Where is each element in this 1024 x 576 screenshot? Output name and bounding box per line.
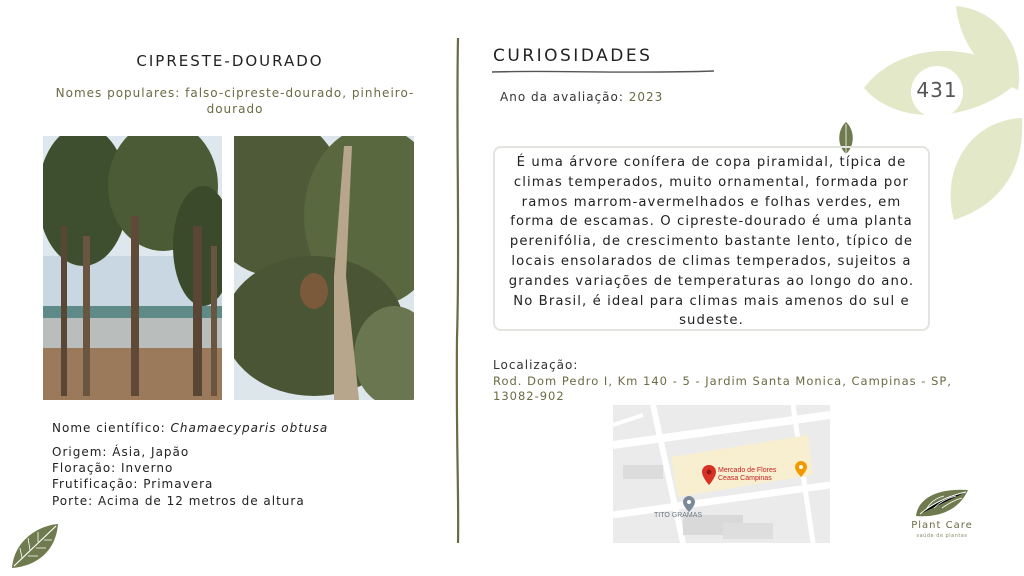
vertical-divider [455, 38, 461, 543]
scientific-name: Chamaecyparis obtusa [170, 421, 329, 435]
tree-photo-row [43, 136, 222, 400]
size: Porte: Acima de 12 metros de altura [52, 494, 305, 508]
location-label: Localização: [493, 358, 579, 372]
map-place-label[interactable] [718, 467, 776, 483]
map-pin-icon[interactable] [702, 465, 716, 485]
year-value: 2023 [628, 90, 664, 104]
plant-title: CIPRESTE-DOURADO [136, 52, 324, 70]
location-address: Rod. Dom Pedro I, Km 140 - 5 - Jardim Santa Monica, Campinas - SP, 13082-902 [493, 374, 952, 403]
brand-name: Plant Care [911, 520, 973, 531]
map-place-line1: Mercado de Flores [718, 467, 777, 474]
evaluation-year-line [500, 90, 663, 104]
food-pin-icon[interactable] [795, 461, 807, 477]
brand-tagline: saúde de plantas [916, 533, 968, 539]
map-place-line2: Ceasa Campinas [718, 475, 772, 482]
page-number: 431 [916, 78, 958, 102]
scientific-name-line [52, 421, 328, 435]
map-poi-label[interactable]: TITO GRAMAS [654, 512, 703, 519]
year-label: Ano da avaliação: [500, 90, 629, 104]
origin: Origem: Ásia, Japão [52, 445, 190, 459]
title-underline [492, 68, 714, 76]
brand-logo-icon [912, 486, 970, 520]
leaf-icon [8, 522, 60, 570]
popular-names: Nomes populares: falso-cipreste-dourado, pinheiro-dourado [55, 86, 415, 116]
fruiting: Frutificação: Primavera [52, 477, 214, 491]
scientific-label: Nome científico: [52, 421, 171, 435]
trunk-photo [234, 136, 414, 400]
flowering: Floração: Inverno [52, 461, 174, 475]
poi-pin-icon[interactable] [683, 496, 695, 512]
curiosities-title: CURIOSIDADES [493, 46, 653, 66]
curiosities-description: É uma árvore conífera de copa piramidal, típica de climas temperados, muito ornamental, formada por ramos marrom-avermelhados e folhas verdes, em forma de escamas. O cipreste-dourado é uma planta perenifólia, de crescimento bastante lento, típico de locais ensolarados de climas temperados, sujeitos a grandes variações de temperaturas ao longo do ano. No Brasil, é ideal para climas mais amenos do sul e sudeste. [493, 146, 930, 331]
